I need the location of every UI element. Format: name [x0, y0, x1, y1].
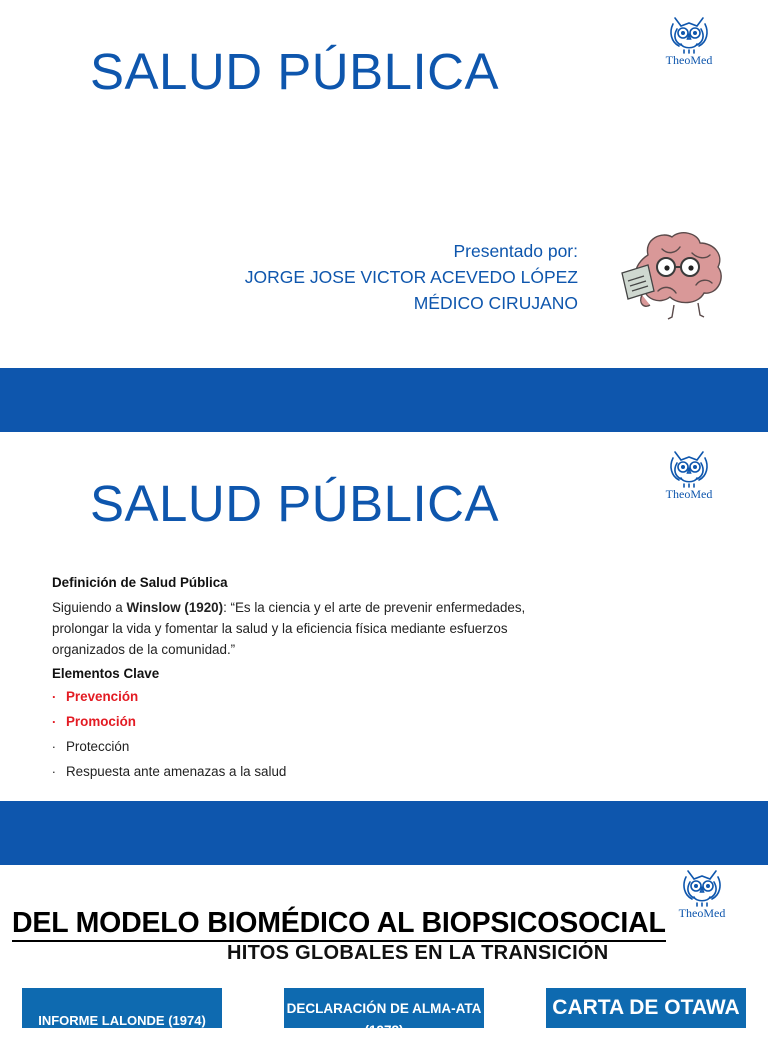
theomed-logo [659, 448, 719, 500]
definition-quote: : “Es la ciencia y el arte de prevenir enfermedades, prolongar la vida y fomentar la salud y la eficiencia física mediante esfuerzos organizados de la comunidad.” [52, 600, 526, 657]
list-item: . Respuesta ante amenazas a la salud [52, 759, 532, 784]
list-item: . Prevención [52, 684, 532, 709]
divider-band-2 [0, 801, 768, 865]
definition-prefix: Siguiendo a [52, 600, 127, 615]
definition-block [52, 572, 532, 784]
milestone-box-otawa [546, 988, 746, 1028]
list-item: . Protección [52, 734, 532, 759]
milestone-box-alma-ata [284, 988, 484, 1038]
milestone-label: CARTA DE OTAWA [552, 996, 740, 1019]
slide-2-title: SALUD PÚBLICA [90, 475, 499, 532]
slide-1 [0, 0, 768, 368]
definition-text [52, 597, 532, 660]
elements-heading: Elementos Clave [52, 666, 160, 681]
owl-logo-icon [667, 14, 711, 54]
presenter-role: MÉDICO CIRUJANO [413, 293, 578, 313]
slide-1-title: SALUD PÚBLICA [90, 43, 499, 100]
list-item: . Promoción [52, 709, 532, 734]
presenter-name: JORGE JOSE VICTOR ACEVEDO LÓPEZ [244, 267, 578, 287]
milestone-box-lalonde [22, 988, 222, 1028]
slide-3-title: DEL MODELO BIOMÉDICO AL BIOPSICOSOCIAL [12, 906, 666, 942]
owl-logo-icon [680, 867, 724, 907]
elements-list [52, 684, 532, 784]
logo-text: TheoMed [665, 487, 713, 501]
definition-heading: Definición de Salud Pública [52, 575, 228, 590]
logo-text: TheoMed [665, 53, 713, 67]
milestone-label: INFORME LALONDE (1974) [38, 1013, 206, 1028]
definition-author: Winslow (1920) [126, 600, 224, 615]
theomed-logo [659, 14, 719, 66]
logo-text: TheoMed [678, 906, 726, 920]
theomed-logo [672, 867, 732, 919]
milestone-label: DECLARACIÓN DE ALMA-ATA (1978) [286, 1001, 482, 1038]
brain-reading-icon [614, 225, 728, 321]
presented-by-label: Presentado por: [453, 241, 578, 261]
slide-3-subtitle: HITOS GLOBALES EN LA TRANSICIÓN [227, 942, 609, 964]
owl-logo-icon [667, 448, 711, 488]
divider-band-1 [0, 368, 768, 432]
presenter-block [245, 238, 578, 316]
